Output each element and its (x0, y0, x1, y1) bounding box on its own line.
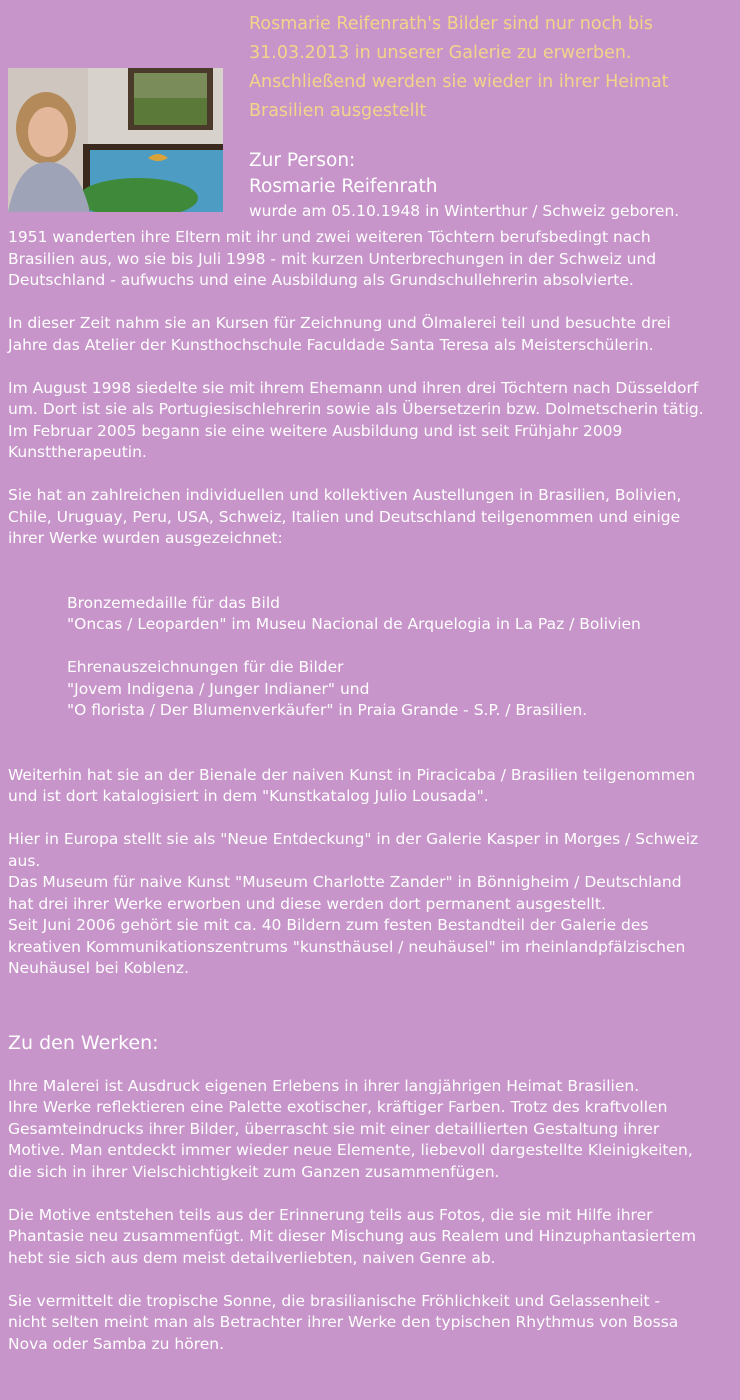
text-line: Bronzemedaille für das Bild (67, 593, 281, 612)
text-line: "O florista / Der Blumenverkäufer" in Praia Grande - S.P. / Brasilien. (67, 701, 588, 719)
person-section (249, 148, 739, 222)
text-line: "Jovem Indigena / Junger Indianer" und (67, 679, 370, 698)
text-line: "Oncas / Leoparden" im Museu Nacional de Arquelogia in La Paz / Bolivien (67, 615, 641, 633)
text-line: Sie vermittelt die tropische Sonne, die brasilianische Fröhlichkeit und Gelassenheit - (8, 1291, 661, 1310)
text-line: hat drei ihrer Werke erworben und diese werden dort permanent ausgestellt. (8, 894, 606, 913)
award-bronze-medal (8, 593, 740, 636)
text-line: ihrer Werke wurden ausgezeichnet: (8, 529, 283, 547)
works-paragraph-motifs (8, 1205, 740, 1270)
text-line: Chile, Uruguay, Peru, USA, Schweiz, Italien und Deutschland teilgenommen und einige (8, 507, 681, 526)
text-line: aus. (8, 851, 41, 870)
text-line: Hier in Europa stellt sie als "Neue Entdeckung" in der Galerie Kasper in Morges / Schweiz (8, 830, 699, 848)
works-paragraph-palette (8, 1076, 740, 1184)
text-line: Brasilien aus, wo sie bis Juli 1998 - mit kurzen Unterbrechungen in der Schweiz und (8, 249, 657, 268)
bio-paragraph-exhibitions (8, 485, 740, 550)
text-line: 31.03.2013 in unserer Galerie zu erwerben. (249, 43, 632, 63)
text-line: Deutschland - aufwuchs und eine Ausbildung als Grundschullehrerin absolvierte. (8, 271, 634, 289)
gallery-notice (249, 10, 739, 126)
award-honours (8, 657, 740, 722)
text-line: Ihre Werke reflektieren eine Palette exotischer, kräftiger Farben. Trotz des kraftvollen (8, 1098, 668, 1116)
text-line: Seit Juni 2006 gehört sie mit ca. 40 Bildern zum festen Bestandteil der Galerie des (8, 916, 649, 934)
text-line: Die Motive entstehen teils aus der Erinnerung teils aus Fotos, die sie mit Hilfe ihrer (8, 1205, 653, 1224)
text-line: die sich in ihrer Vielschichtigkeit zum Ganzen zusammenfügen. (8, 1162, 500, 1181)
text-line: und ist dort katalogisiert in dem "Kunstkatalog Julio Lousada". (8, 787, 489, 805)
text-line: In dieser Zeit nahm sie an Kursen für Zeichnung und Ölmalerei teil und besuchte drei (8, 314, 671, 332)
text-line: Im August 1998 siedelte sie mit ihrem Ehemann und ihren drei Töchtern nach Düsseldorf (8, 378, 699, 397)
text-line: Anschließend werden sie wieder in ihrer Heimat (249, 72, 669, 92)
text-line: Sie hat an zahlreichen individuellen und kollektiven Austellungen in Brasilien, Bolivien, (8, 486, 682, 504)
bio-paragraph-duesseldorf (8, 378, 740, 464)
text-line: nicht selten meint man als Betrachter ihrer Werke den typischen Rhythmus von Bossa (8, 1313, 679, 1331)
text-line: Rosmarie Reifenrath's Bilder sind nur noch bis (249, 14, 653, 34)
text-line: Neuhäusel bei Koblenz. (8, 959, 189, 977)
text-line: Ihre Malerei ist Ausdruck eigenen Erlebens in ihrer langjährigen Heimat Brasilien. (8, 1076, 640, 1095)
text-line: kreativen Kommunikationszentrums "kunsthäusel / neuhäusel" im rheinlandpfälzischen (8, 937, 686, 956)
works-paragraph-rhythm (8, 1291, 740, 1356)
text-line: Weiterhin hat sie an der Bienale der naiven Kunst in Piracicaba / Brasilien teilgenommen (8, 765, 696, 784)
text-line: Kunsttherapeutin. (8, 443, 147, 461)
works-heading: Zu den Werken: (8, 1031, 159, 1054)
birth-info: wurde am 05.10.1948 in Winterthur / Schweiz geboren. (249, 202, 680, 220)
text-line: Motive. Man entdeckt immer wieder neue Elemente, liebevoll dargestellte Kleinigkeiten, (8, 1141, 693, 1159)
text-line: Brasilien ausgestellt (249, 101, 427, 121)
text-line: Jahre das Atelier der Kunsthochschule Faculdade Santa Teresa als Meisterschülerin. (8, 335, 654, 354)
artist-name: Rosmarie Reifenrath (249, 176, 438, 197)
bio-paragraph-training (8, 313, 740, 356)
text-line: Ehrenauszeichnungen für die Bilder (67, 658, 344, 676)
bio-paragraph-emigration (8, 227, 740, 292)
person-label: Zur Person: (249, 150, 356, 171)
bio-paragraph-europe (8, 829, 740, 980)
bio-paragraph-bienale (8, 765, 740, 808)
biography (8, 227, 740, 1377)
text-line: Phantasie neu zusammenfügt. Mit dieser Mischung aus Realem und Hinzuphantasiertem (8, 1227, 696, 1245)
text-line: Nova oder Samba zu hören. (8, 1334, 225, 1353)
text-line: Gesamteindrucks ihrer Bilder, überrascht sie mit einer detaillierten Gestaltung ihrer (8, 1119, 660, 1138)
text-line: hebt sie sich aus dem meist detailverliebten, naiven Genre ab. (8, 1248, 496, 1267)
text-line: Im Februar 2005 begann sie eine weitere Ausbildung und ist seit Frühjahr 2009 (8, 421, 623, 440)
text-line: um. Dort ist sie als Portugiesischlehrerin sowie als Übersetzerin bzw. Dolmetscherin tätig. (8, 400, 704, 418)
text-line: Das Museum für naive Kunst "Museum Charlotte Zander" in Bönnigheim / Deutschland (8, 873, 682, 891)
text-line: 1951 wanderten ihre Eltern mit ihr und zwei weiteren Töchtern berufsbedingt nach (8, 228, 651, 246)
artist-portrait-photo (8, 68, 223, 212)
